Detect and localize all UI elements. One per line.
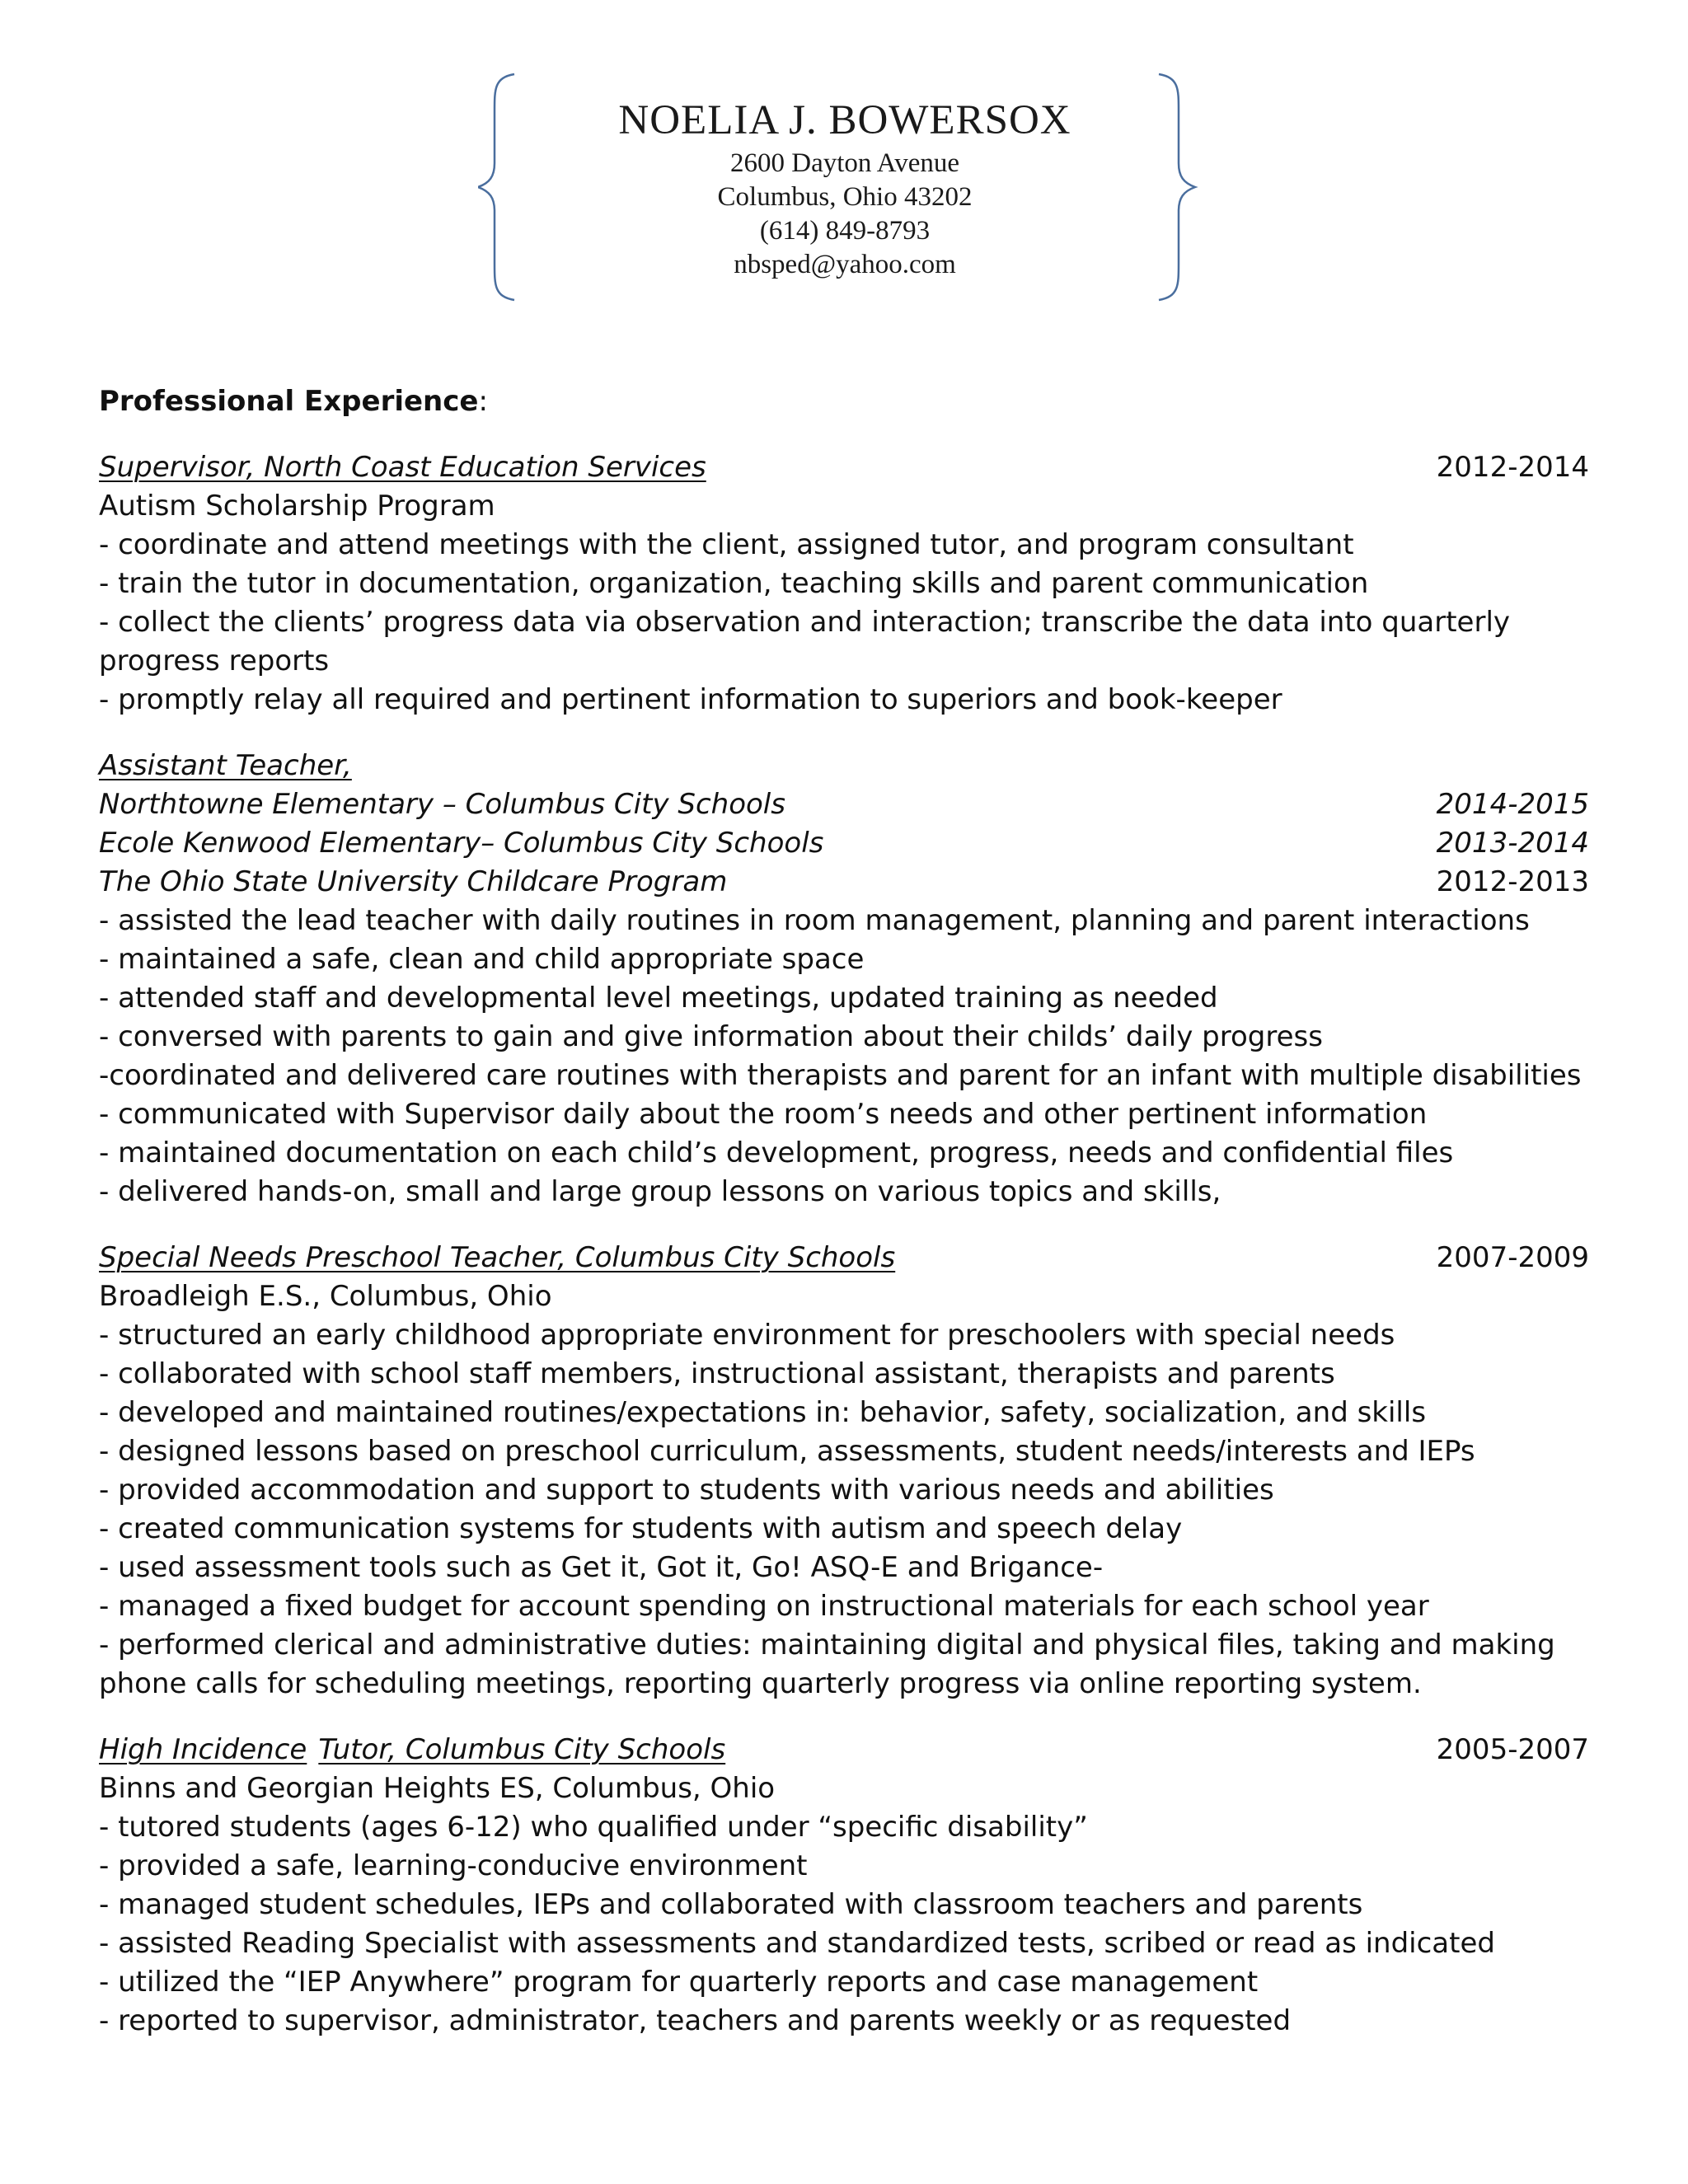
job-location: The Ohio State University Childcare Program xyxy=(99,865,728,898)
job-bullet: - promptly relay all required and pertinent information to superiors and book-keeper xyxy=(99,683,1282,716)
job-bullet: - communicated with Supervisor daily about the room’s needs and other pertinent information xyxy=(99,1098,1428,1131)
phone-number: (614) 849-8793 xyxy=(759,216,931,246)
job-bullet: - developed and maintained routines/expectations in: behavior, safety, socialization, and skills xyxy=(99,1396,1427,1429)
job-bullet: - managed student schedules, IEPs and collaborated with classroom teachers and parents xyxy=(99,1888,1363,1921)
job-location-dates: 2013-2014 xyxy=(1436,827,1589,860)
job-location-row xyxy=(99,863,1591,902)
job-title: Special Needs Preschool Teacher, Columbus City Schools xyxy=(99,1241,896,1274)
job-dates: 2012-2014 xyxy=(1436,451,1589,484)
job-location-dates: 2012-2013 xyxy=(1436,865,1589,898)
job-bullet: - structured an early childhood appropriate environment for preschoolers with special needs xyxy=(99,1319,1395,1352)
job-dates: 2007-2009 xyxy=(1436,1241,1589,1274)
job-bullet: - assisted the lead teacher with daily routines in room management, planning and parent interactions xyxy=(99,904,1530,937)
job-location: Northtowne Elementary – Columbus City Schools xyxy=(99,788,785,821)
job-title-group xyxy=(99,1731,725,1769)
job-title-row xyxy=(99,747,1591,785)
header-text xyxy=(478,97,1212,282)
job-entry-assistant-teacher xyxy=(99,747,1591,1212)
job-bullet: - tutored students (ages 6-12) who qualified under “specific disability” xyxy=(99,1811,1088,1844)
job-entry-tutor xyxy=(99,1731,1591,2041)
job-bullet: - attended staff and developmental level meetings, updated training as needed xyxy=(99,982,1218,1015)
job-bullet: - managed a fixed budget for account spending on instructional materials for each school year xyxy=(99,1590,1429,1623)
email-address[interactable]: nbsped@yahoo.com xyxy=(734,250,956,279)
section-title-text: Professional Experience xyxy=(99,385,479,418)
resume-header xyxy=(478,73,1212,302)
job-location-row xyxy=(99,785,1591,824)
job-bullet: - reported to supervisor, administrator, teachers and parents weekly or as requested xyxy=(99,2004,1292,2037)
job-dates: 2005-2007 xyxy=(1436,1733,1589,1766)
job-bullet: - utilized the “IEP Anywhere” program for quarterly reports and case management xyxy=(99,1966,1259,1999)
job-title-part-1: High Incidence xyxy=(99,1733,307,1766)
job-organization: Broadleigh E.S., Columbus, Ohio xyxy=(99,1280,552,1313)
job-bullet: -coordinated and delivered care routines with therapists and parent for an infant with multiple disabilities xyxy=(99,1059,1582,1092)
job-bullet: - designed lessons based on preschool curriculum, assessments, student needs/interests and IEPs xyxy=(99,1435,1475,1468)
job-bullet: - performed clerical and administrative duties: maintaining digital and physical files, taking and making xyxy=(99,1629,1555,1661)
job-organization: Autism Scholarship Program xyxy=(99,490,495,523)
job-bullet: - created communication systems for students with autism and speech delay xyxy=(99,1512,1183,1545)
job-organization: Binns and Georgian Heights ES, Columbus, Ohio xyxy=(99,1772,776,1805)
job-location-row xyxy=(99,824,1591,863)
job-bullet: - provided a safe, learning-conducive environment xyxy=(99,1849,808,1882)
job-bullet: - collect the clients’ progress data via observation and interaction; transcribe the data into quarterly xyxy=(99,606,1511,639)
job-bullet: - used assessment tools such as Get it, Got it, Go! ASQ-E and Brigance- xyxy=(99,1551,1104,1584)
job-bullet: - delivered hands-on, small and large group lessons on various topics and skills, xyxy=(99,1175,1221,1208)
job-entry-supervisor xyxy=(99,448,1591,719)
job-title: Assistant Teacher, xyxy=(99,749,352,782)
job-location-dates: 2014-2015 xyxy=(1436,788,1589,821)
job-bullet: - provided accommodation and support to students with various needs and abilities xyxy=(99,1474,1274,1507)
job-title-row xyxy=(99,448,1591,487)
job-bullet: - assisted Reading Specialist with assessments and standardized tests, scribed or read as indicated xyxy=(99,1927,1495,1960)
job-title-row xyxy=(99,1239,1591,1277)
address-line-2: Columbus, Ohio 43202 xyxy=(717,182,973,212)
job-title: Supervisor, North Coast Education Services xyxy=(99,451,706,484)
section-title-colon: : xyxy=(478,385,488,418)
resume-content xyxy=(99,382,1591,2068)
section-title xyxy=(99,382,1591,421)
job-entry-preschool-teacher xyxy=(99,1239,1591,1704)
job-bullet: - train the tutor in documentation, organization, teaching skills and parent communication xyxy=(99,567,1369,600)
job-location: Ecole Kenwood Elementary– Columbus City Schools xyxy=(99,827,824,860)
job-title-part-2: Tutor, Columbus City Schools xyxy=(318,1733,726,1766)
job-bullet: progress reports xyxy=(99,644,330,677)
candidate-name: NOELIA J. BOWERSOX xyxy=(618,97,1071,143)
job-bullet: - maintained documentation on each child’s development, progress, needs and confidential files xyxy=(99,1137,1454,1169)
job-bullet: - collaborated with school staff members, instructional assistant, therapists and parents xyxy=(99,1357,1335,1390)
job-bullet: - coordinate and attend meetings with the client, assigned tutor, and program consultant xyxy=(99,528,1354,561)
job-bullet: phone calls for scheduling meetings, reporting quarterly progress via online reporting system. xyxy=(99,1667,1422,1700)
address-line-1: 2600 Dayton Avenue xyxy=(729,148,959,178)
job-bullet: - maintained a safe, clean and child appropriate space xyxy=(99,943,865,976)
job-title-row xyxy=(99,1731,1591,1769)
job-bullet: - conversed with parents to gain and give information about their childs’ daily progress xyxy=(99,1020,1323,1053)
